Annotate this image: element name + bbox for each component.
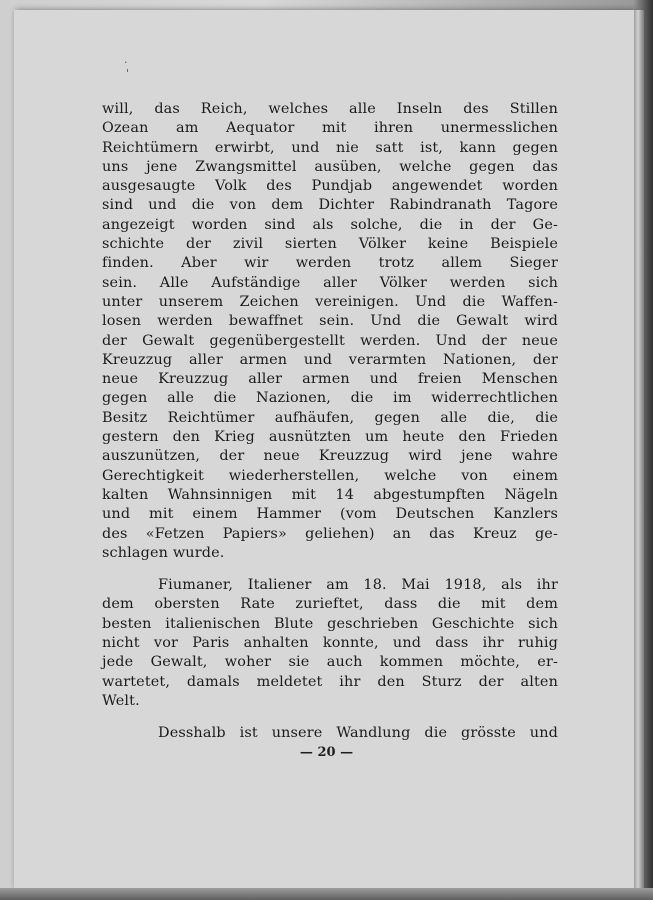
- text-line: uns jene Zwangsmittel ausüben, welche gegen das: [102, 158, 558, 175]
- text-line: neue Kreuzzug aller armen und freien Menschen: [102, 371, 558, 388]
- text-line: Reichtümern erwirbt, und nie satt ist, kann gegen: [102, 139, 558, 156]
- text-line: wartetet, damals meldetet ihr den Sturz der alten: [102, 673, 558, 690]
- text-line: schlagen wurde.: [102, 544, 225, 561]
- paper-speck: ': [126, 67, 130, 80]
- paragraph-2: [102, 576, 558, 711]
- text-line: Desshalb ist unsere Wandlung die grösste und: [158, 725, 558, 742]
- text-line: losen werden bewaffnet sein. Und die Gewalt wird: [102, 313, 558, 330]
- text-line: Gerechtigkeit wiederherstellen, welche von einem: [102, 467, 558, 484]
- text-line: gegen alle die Nazionen, die im widerrechtlichen: [102, 390, 558, 407]
- text-line: Kreuzzug aller armen und verarmten Nationen, der: [102, 351, 558, 368]
- paragraph-1: [102, 100, 558, 563]
- text-line: jede Gewalt, woher sie auch kommen möchte, er-: [102, 654, 558, 671]
- text-line: angezeigt worden sind als solche, die in der Ge-: [102, 216, 558, 233]
- body-text: [102, 100, 558, 744]
- text-line: sein. Alle Aufständige aller Völker werden sich: [102, 274, 558, 291]
- text-line: des «Fetzen Papiers» geliehen) an das Kreuz ge-: [102, 525, 558, 542]
- paragraph-gap: [102, 711, 558, 724]
- paper-speck: .: [124, 53, 128, 66]
- text-line: Ozean am Aequator mit ihren unermesslichen: [102, 120, 558, 137]
- text-line: ausgesaugte Volk des Pundjab angewendet worden: [102, 178, 558, 195]
- text-line: besten italienischen Blute geschrieben Geschichte sich: [102, 615, 558, 632]
- text-line: gestern den Krieg ausnützten um heute den Frieden: [102, 429, 558, 446]
- text-line: will, das Reich, welches alle Inseln des Stillen: [102, 101, 558, 117]
- text-line: schichte der zivil sierten Völker keine Beispiele: [102, 236, 558, 253]
- scan-bottom-shadow: [0, 888, 653, 900]
- paragraph-gap: [102, 563, 558, 576]
- text-line: kalten Wahnsinnigen mit 14 abgestumpften Nägeln: [102, 486, 558, 503]
- text-line: Fiumaner, Italiener am 18. Mai 1918, als ihr: [158, 577, 558, 594]
- text-line: finden. Aber wir werden trotz allem Sieger: [102, 255, 558, 272]
- text-line: dem obersten Rate zurieftet, dass die mit dem: [102, 596, 558, 613]
- text-line: und mit einem Hammer (vom Deutschen Kanzlers: [102, 506, 558, 523]
- text-line: Welt.: [102, 692, 140, 709]
- text-line: sind und die von dem Dichter Rabindranath Tagore: [102, 197, 558, 214]
- text-line: auszunützen, der neue Kreuzzug wird jene wahre: [102, 448, 558, 465]
- text-line: nicht vor Paris anhalten konnte, und dass ihr ruhig: [102, 635, 558, 652]
- text-line: unter unserem Zeichen vereinigen. Und die Waffen-: [102, 293, 558, 310]
- text-line: Besitz Reichtümer aufhäufen, gegen alle die, die: [102, 409, 558, 426]
- text-line: der Gewalt gegenübergestellt werden. Und der neue: [102, 332, 558, 349]
- paragraph-3: [102, 724, 558, 743]
- page-number: — 20 —: [299, 745, 354, 760]
